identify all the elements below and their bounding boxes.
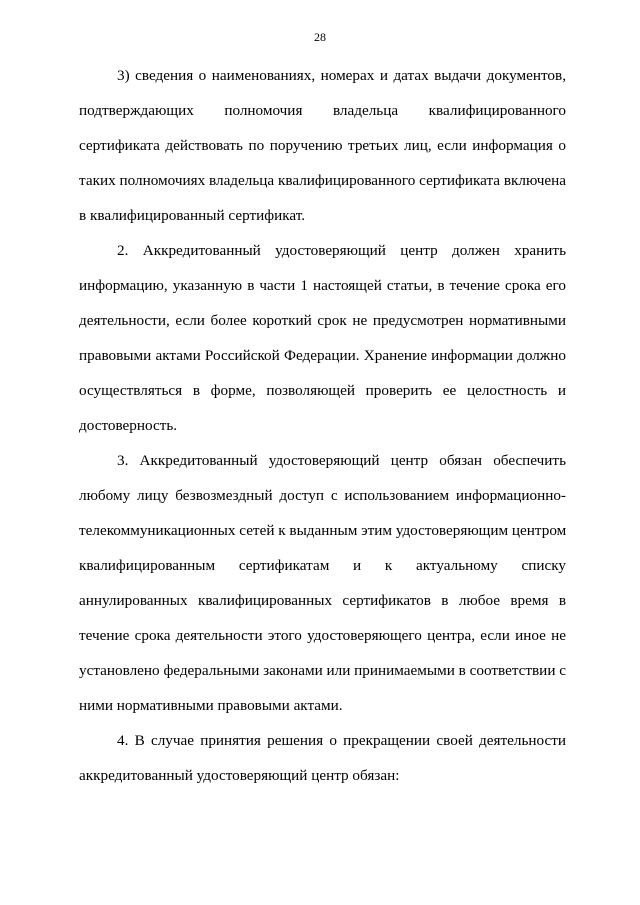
paragraph-3-line-7: установлено федеральными законами или принимаемыми в соответствии с xyxy=(79,662,566,679)
paragraph-2-line-1: 2. Аккредитованный удостоверяющий центр должен хранить xyxy=(117,242,566,259)
paragraph-3-line-1: 3. Аккредитованный удостоверяющий центр обязан обеспечить xyxy=(117,452,566,469)
paragraph-4-line-2: аккредитованный удостоверяющий центр обязан: xyxy=(79,767,400,784)
paragraph-1-line-1: 3) сведения о наименованиях, номерах и датах выдачи документов, xyxy=(117,67,566,84)
paragraph-2-line-5: осуществляться в форме, позволяющей проверить ее целостность и xyxy=(79,382,566,399)
paragraph-2-line-2: информацию, указанную в части 1 настоящей статьи, в течение срока его xyxy=(79,277,566,294)
paragraph-1-line-4: таких полномочиях владельца квалифицированного сертификата включена xyxy=(79,172,566,189)
paragraph-2-line-6: достоверность. xyxy=(79,417,178,434)
paragraph-1-line-5: в квалифицированный сертификат. xyxy=(79,207,305,224)
page-number: 28 xyxy=(314,30,326,44)
paragraph-3-line-5: аннулированных квалифицированных сертификатов в любое время в xyxy=(79,592,566,609)
paragraph-3-line-8: ними нормативными правовыми актами. xyxy=(79,697,343,714)
paragraph-3-line-3: телекоммуникационных сетей к выданным этим удостоверяющим центром xyxy=(79,522,567,539)
paragraph-2-line-3: деятельности, если более короткий срок не предусмотрен нормативными xyxy=(79,312,566,329)
paragraph-4-line-1: 4. В случае принятия решения о прекращении своей деятельности xyxy=(117,732,566,749)
paragraph-1-line-3: сертификата действовать по поручению третьих лиц, если информация о xyxy=(79,137,566,154)
paragraph-3-line-2: любому лицу безвозмездный доступ с использованием информационно- xyxy=(79,487,566,504)
paragraph-2-line-4: правовыми актами Российской Федерации. Хранение информации должно xyxy=(79,347,566,364)
paragraph-1-line-2: подтверждающих полномочия владельца квалифицированного xyxy=(79,102,566,119)
paragraph-3-line-4: квалифицированным сертификатам и к актуальному списку xyxy=(79,557,566,574)
paragraph-3-line-6: течение срока деятельности этого удостоверяющего центра, если иное не xyxy=(79,627,566,644)
